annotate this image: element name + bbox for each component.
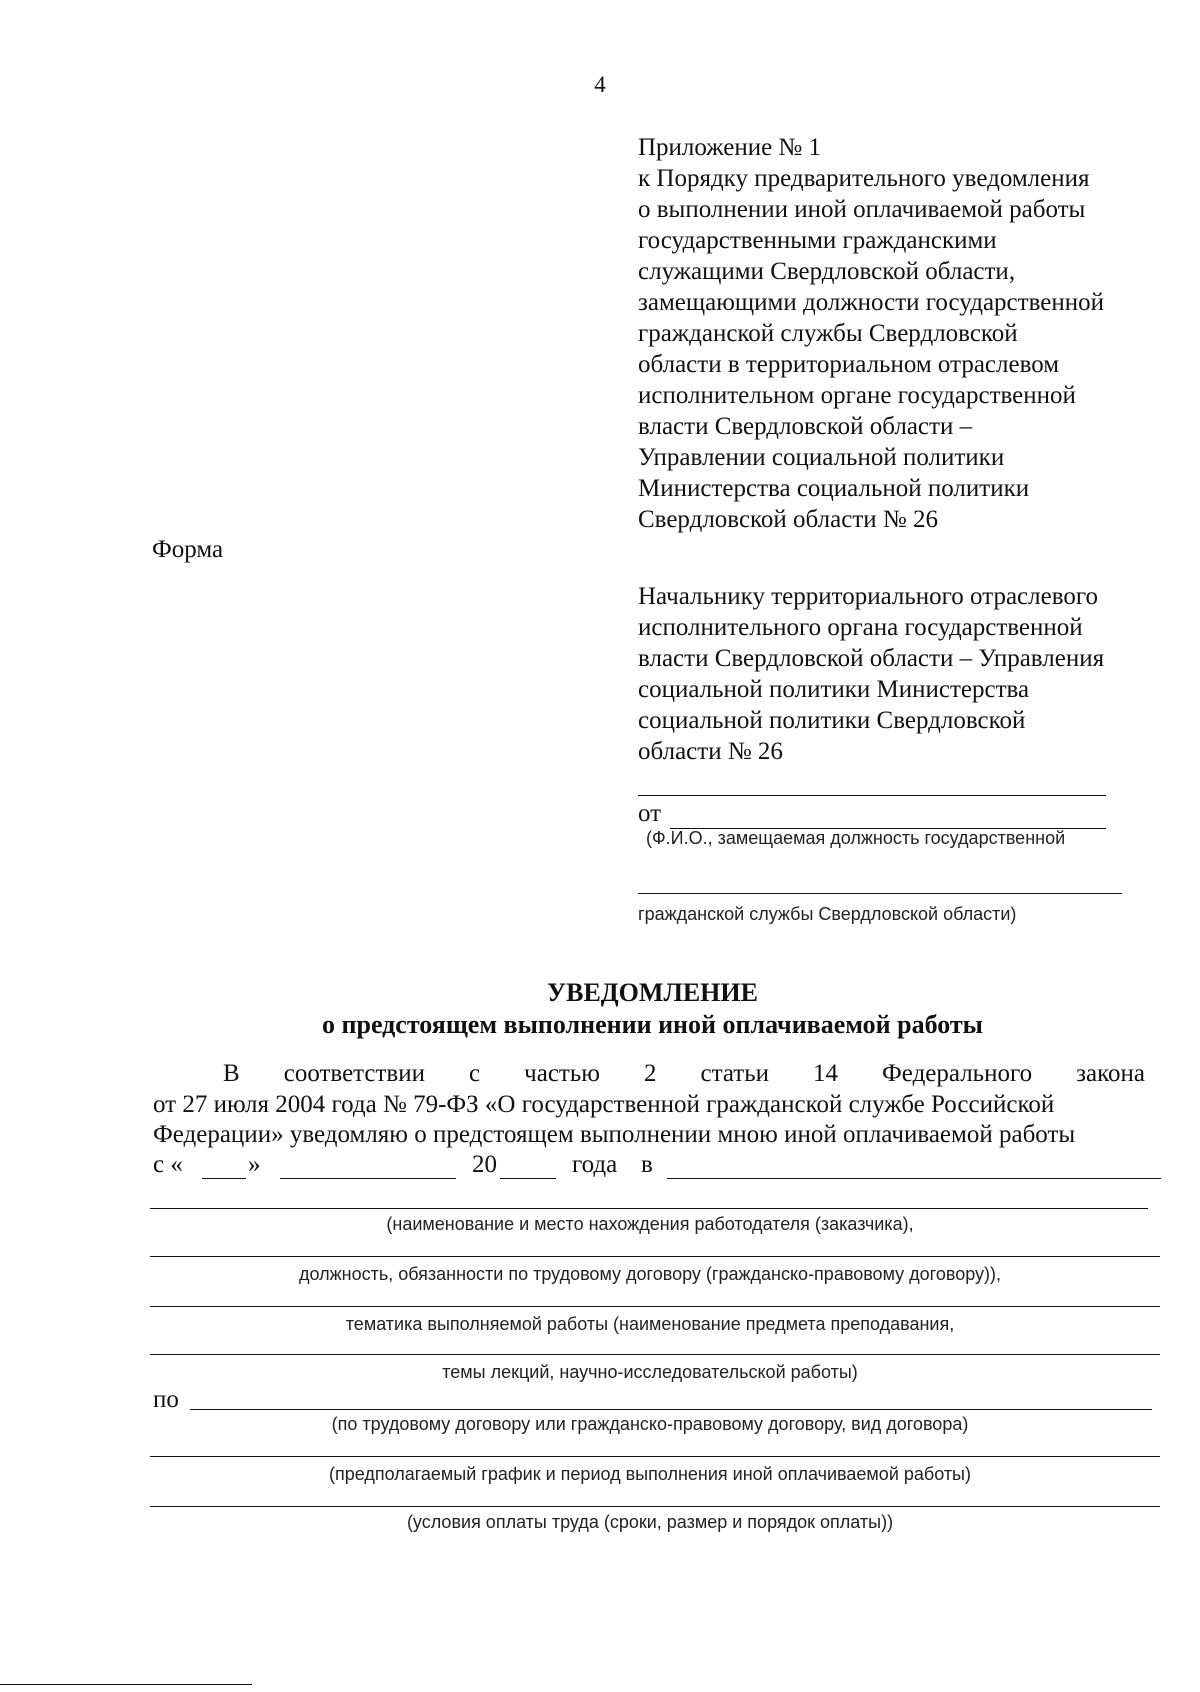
lectures-blank-line[interactable]	[150, 1354, 1160, 1355]
appendix-line: Приложение № 1	[638, 134, 822, 161]
body-word: закона	[1076, 1060, 1145, 1087]
body-word: 2	[643, 1060, 657, 1087]
employer-caption: (наименование и место нахождения работодателя (заказчика),	[386, 1214, 914, 1234]
day-blank-line[interactable]	[202, 1178, 246, 1179]
appendix-line: области в территориальном отраслевом	[638, 351, 1060, 378]
position-caption: должность, обязанности по трудовому договору (гражданско-правовому договору)),	[298, 1264, 1002, 1284]
document-title: УВЕДОМЛЕНИЕ	[547, 978, 758, 1007]
appendix-header	[638, 132, 1178, 535]
schedule-caption: (предполагаемый график и период выполнения иной оплачиваемой работы)	[328, 1464, 971, 1484]
date-prefix: с «	[153, 1151, 183, 1178]
payment-caption: (условия оплаты труда (сроки, размер и порядок оплаты))	[406, 1512, 894, 1532]
addressee-block	[638, 581, 1178, 767]
service-caption: гражданской службы Свердловской области)	[638, 904, 1017, 924]
position-duties-blank-line[interactable]	[150, 1256, 1160, 1257]
addressee-line: социальной политики Министерства	[638, 676, 1030, 703]
addressee-line: власти Свердловской области – Управления	[638, 645, 1105, 672]
lectures-caption: темы лекций, научно-исследовательской работы)	[442, 1362, 858, 1382]
addressee-line: Начальнику территориального отраслевого	[638, 583, 1098, 610]
body-line-2: от 27 июля 2004 года № 79-ФЗ «О государственной гражданской службе Российской	[153, 1091, 1055, 1118]
body-word: В	[223, 1060, 240, 1087]
year-blank-line[interactable]	[500, 1178, 556, 1179]
body-word: соответствии	[283, 1060, 425, 1087]
body-line-3: Федерации» уведомляю о предстоящем выполнении мною иной оплачиваемой работы	[153, 1121, 1076, 1148]
location-blank-line[interactable]	[667, 1178, 1161, 1179]
appendix-line: государственными гражданскими	[638, 227, 997, 254]
appendix-line: о выполнении иной оплачиваемой работы	[638, 196, 1086, 223]
body-word: Федерального	[882, 1060, 1033, 1087]
po-label: по	[153, 1386, 179, 1413]
appendix-line: Министерства социальной политики	[638, 475, 1030, 502]
appendix-line: гражданской службы Свердловской	[638, 320, 1018, 347]
contract-blank-line[interactable]	[190, 1409, 1152, 1410]
payment-blank-line[interactable]	[150, 1506, 1160, 1507]
contract-caption: (по трудовому договору или гражданско-правовому договору, вид договора)	[331, 1414, 969, 1434]
body-word: статьи	[700, 1060, 769, 1087]
appendix-line: власти Свердловской области –	[638, 413, 973, 440]
body-line-1	[153, 1060, 1145, 1088]
year-prefix: 20	[472, 1151, 497, 1178]
year-suffix: года	[572, 1151, 618, 1178]
appendix-line: Управлении социальной политики	[638, 444, 1005, 471]
month-blank-line[interactable]	[280, 1178, 456, 1179]
appendix-line: исполнительном органе государственной	[638, 382, 1076, 409]
position-blank-line[interactable]	[638, 893, 1122, 894]
fio-caption: (Ф.И.О., замещаемая должность государственной	[646, 828, 1066, 848]
topic-blank-line[interactable]	[150, 1306, 1160, 1307]
appendix-line: к Порядку предварительного уведомления	[638, 165, 1090, 192]
body-word: частью	[524, 1060, 600, 1087]
appendix-line: служащими Свердловской области,	[638, 258, 1016, 285]
date-quote-close: »	[248, 1151, 261, 1178]
body-word: с	[469, 1060, 481, 1087]
from-label: от	[638, 800, 662, 827]
topic-caption: тематика выполняемой работы (наименование предмета преподавания,	[345, 1314, 955, 1334]
body-word: 14	[813, 1060, 839, 1087]
addressee-name-blank-line[interactable]	[638, 795, 1106, 796]
appendix-line: замещающими должности государственной	[638, 289, 1104, 316]
document-subtitle: о предстоящем выполнении иной оплачиваемой работы	[322, 1010, 983, 1039]
appendix-line: Свердловской области № 26	[638, 506, 938, 533]
location-prefix: в	[641, 1151, 653, 1178]
form-label: Форма	[152, 536, 224, 563]
footnote-separator	[0, 1684, 252, 1685]
addressee-line: исполнительного органа государственной	[638, 614, 1083, 641]
addressee-line: социальной политики Свердловской	[638, 707, 1026, 734]
page-number: 4	[594, 72, 606, 97]
schedule-blank-line[interactable]	[150, 1456, 1160, 1457]
addressee-line: области № 26	[638, 738, 783, 765]
employer-blank-line[interactable]	[150, 1208, 1148, 1209]
